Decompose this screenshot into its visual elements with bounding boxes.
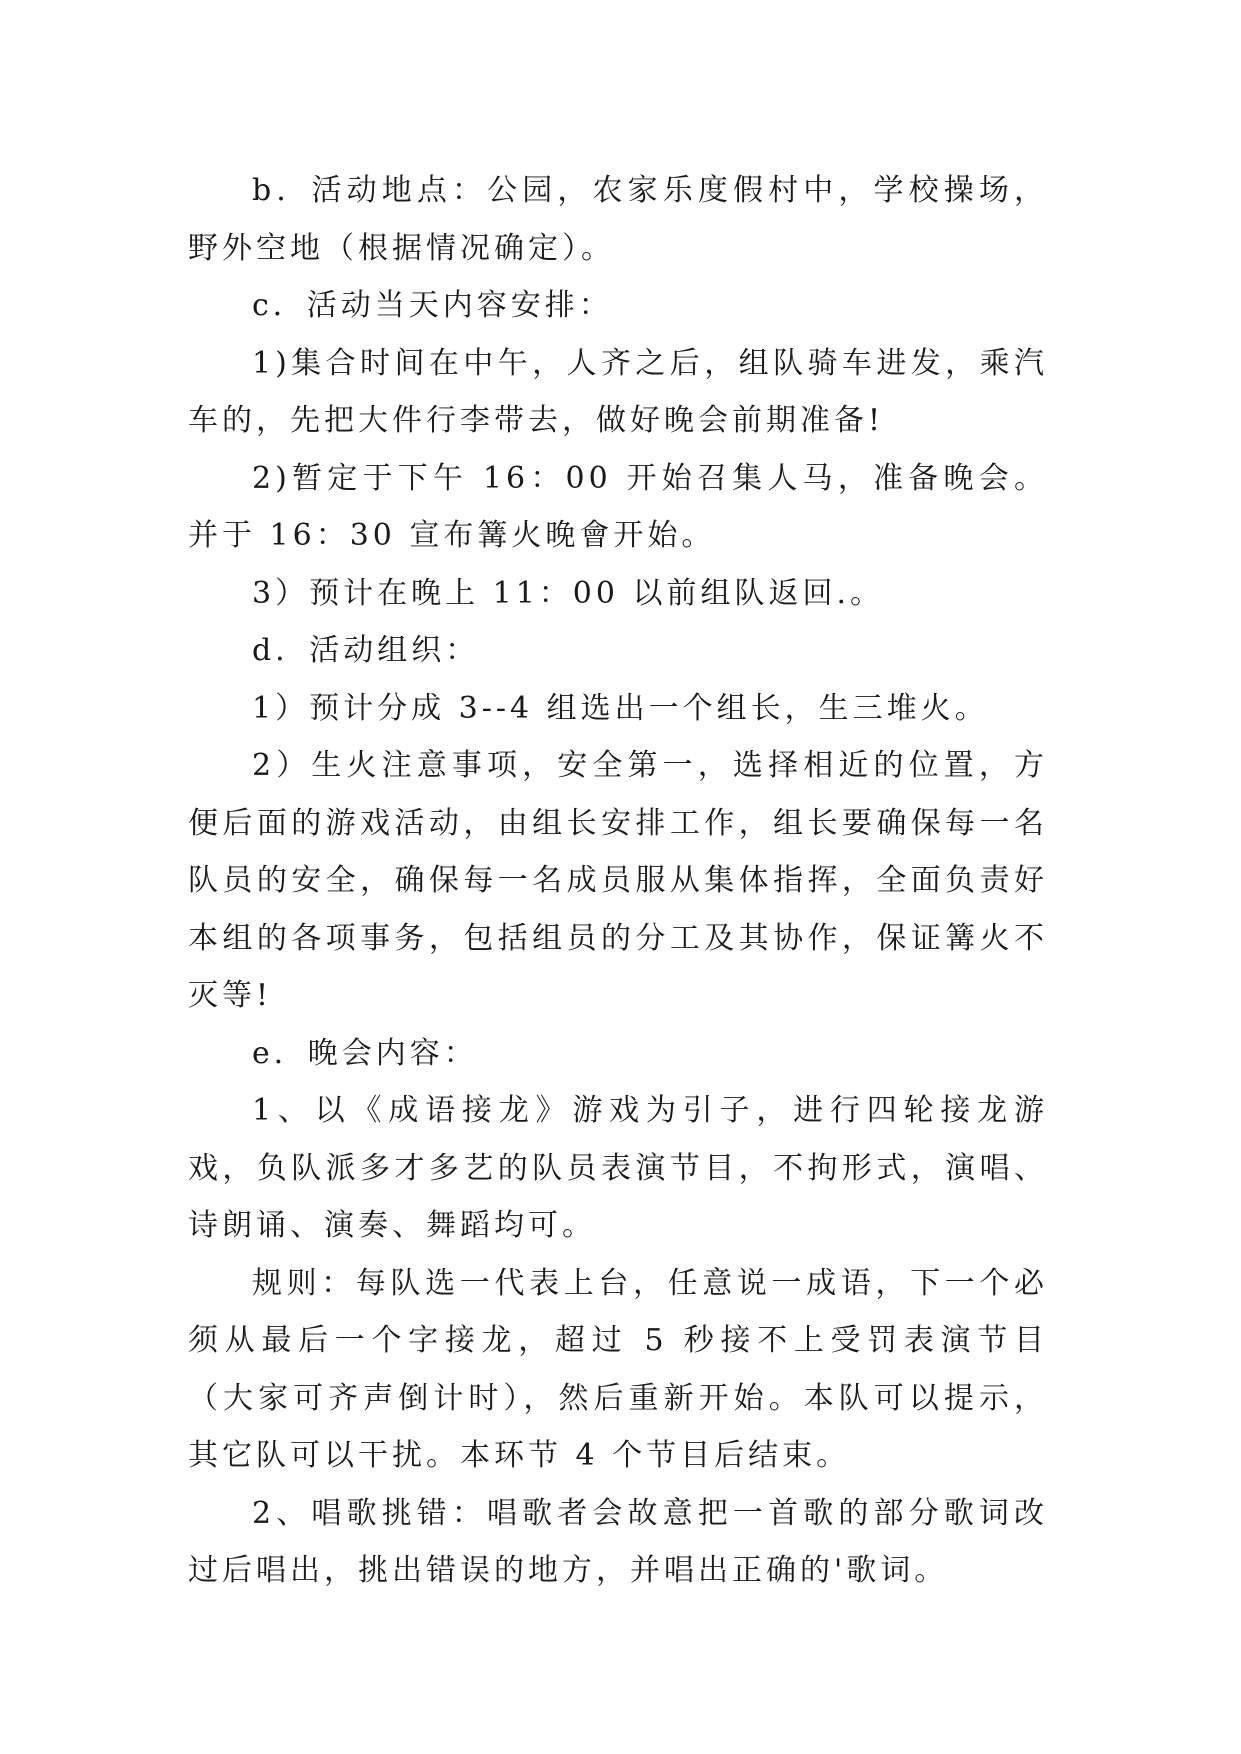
paragraph-activity-location: b．活动地点：公园，农家乐度假村中，学校操场，野外空地（根据情况确定）。 [188,173,1048,266]
paragraph-party-start: 2)暂定于下午 16：00 开始召集人马，准备晚会。并于 16：30 宣布篝火晚會开始。 [188,460,1048,553]
document-body [188,162,1048,1600]
paragraph-song-game: 2、唱歌挑错：唱歌者会故意把一首歌的部分歌词改过后唱出，挑出错误的地方，并唱出正确的'歌词。 [188,1495,1048,1588]
paragraph-day-schedule-heading: c．活动当天内容安排： [252,288,613,323]
paragraph-fire-safety: 2）生火注意事项，安全第一，选择相近的位置，方便后面的游戏活动，由组长安排工作，组长要确保每一名队员的安全，确保每一名成员服从集体指挥，全面负责好本组的各项事务，包括组员的分工及其协作，保证篝火不灭等! [188,748,1048,1013]
paragraph-party-content-heading: e．晚会内容： [252,1035,478,1071]
paragraph-idiom-game: 1、以《成语接龙》游戏为引子，进行四轮接龙游戏，负队派多才多艺的队员表演节目，不拘形式，演唱、诗朗诵、演奏、舞蹈均可。 [188,1093,1048,1243]
paragraph-rules: 规则：每队选一代表上台，任意说一成语，下一个必须从最后一个字接龙，超过 5 秒接不上受罚表演节目（大家可齐声倒计时），然后重新开始。本队可以提示，其它队可以干扰。本环节 4 个节目后结束。 [188,1265,1048,1473]
paragraph-return-time: 3）预计在晚上 11：00 以前组队返回.。 [252,575,885,611]
paragraph-groups: 1）预计分成 3--4 组选出一个组长，生三堆火。 [252,690,989,726]
paragraph-organization-heading: d．活动组织： [252,633,480,668]
paragraph-assembly-time: 1)集合时间在中午，人齐之后，组队骑车进发，乘汽车的，先把大件行李带去，做好晚会前期准备! [188,345,1048,438]
